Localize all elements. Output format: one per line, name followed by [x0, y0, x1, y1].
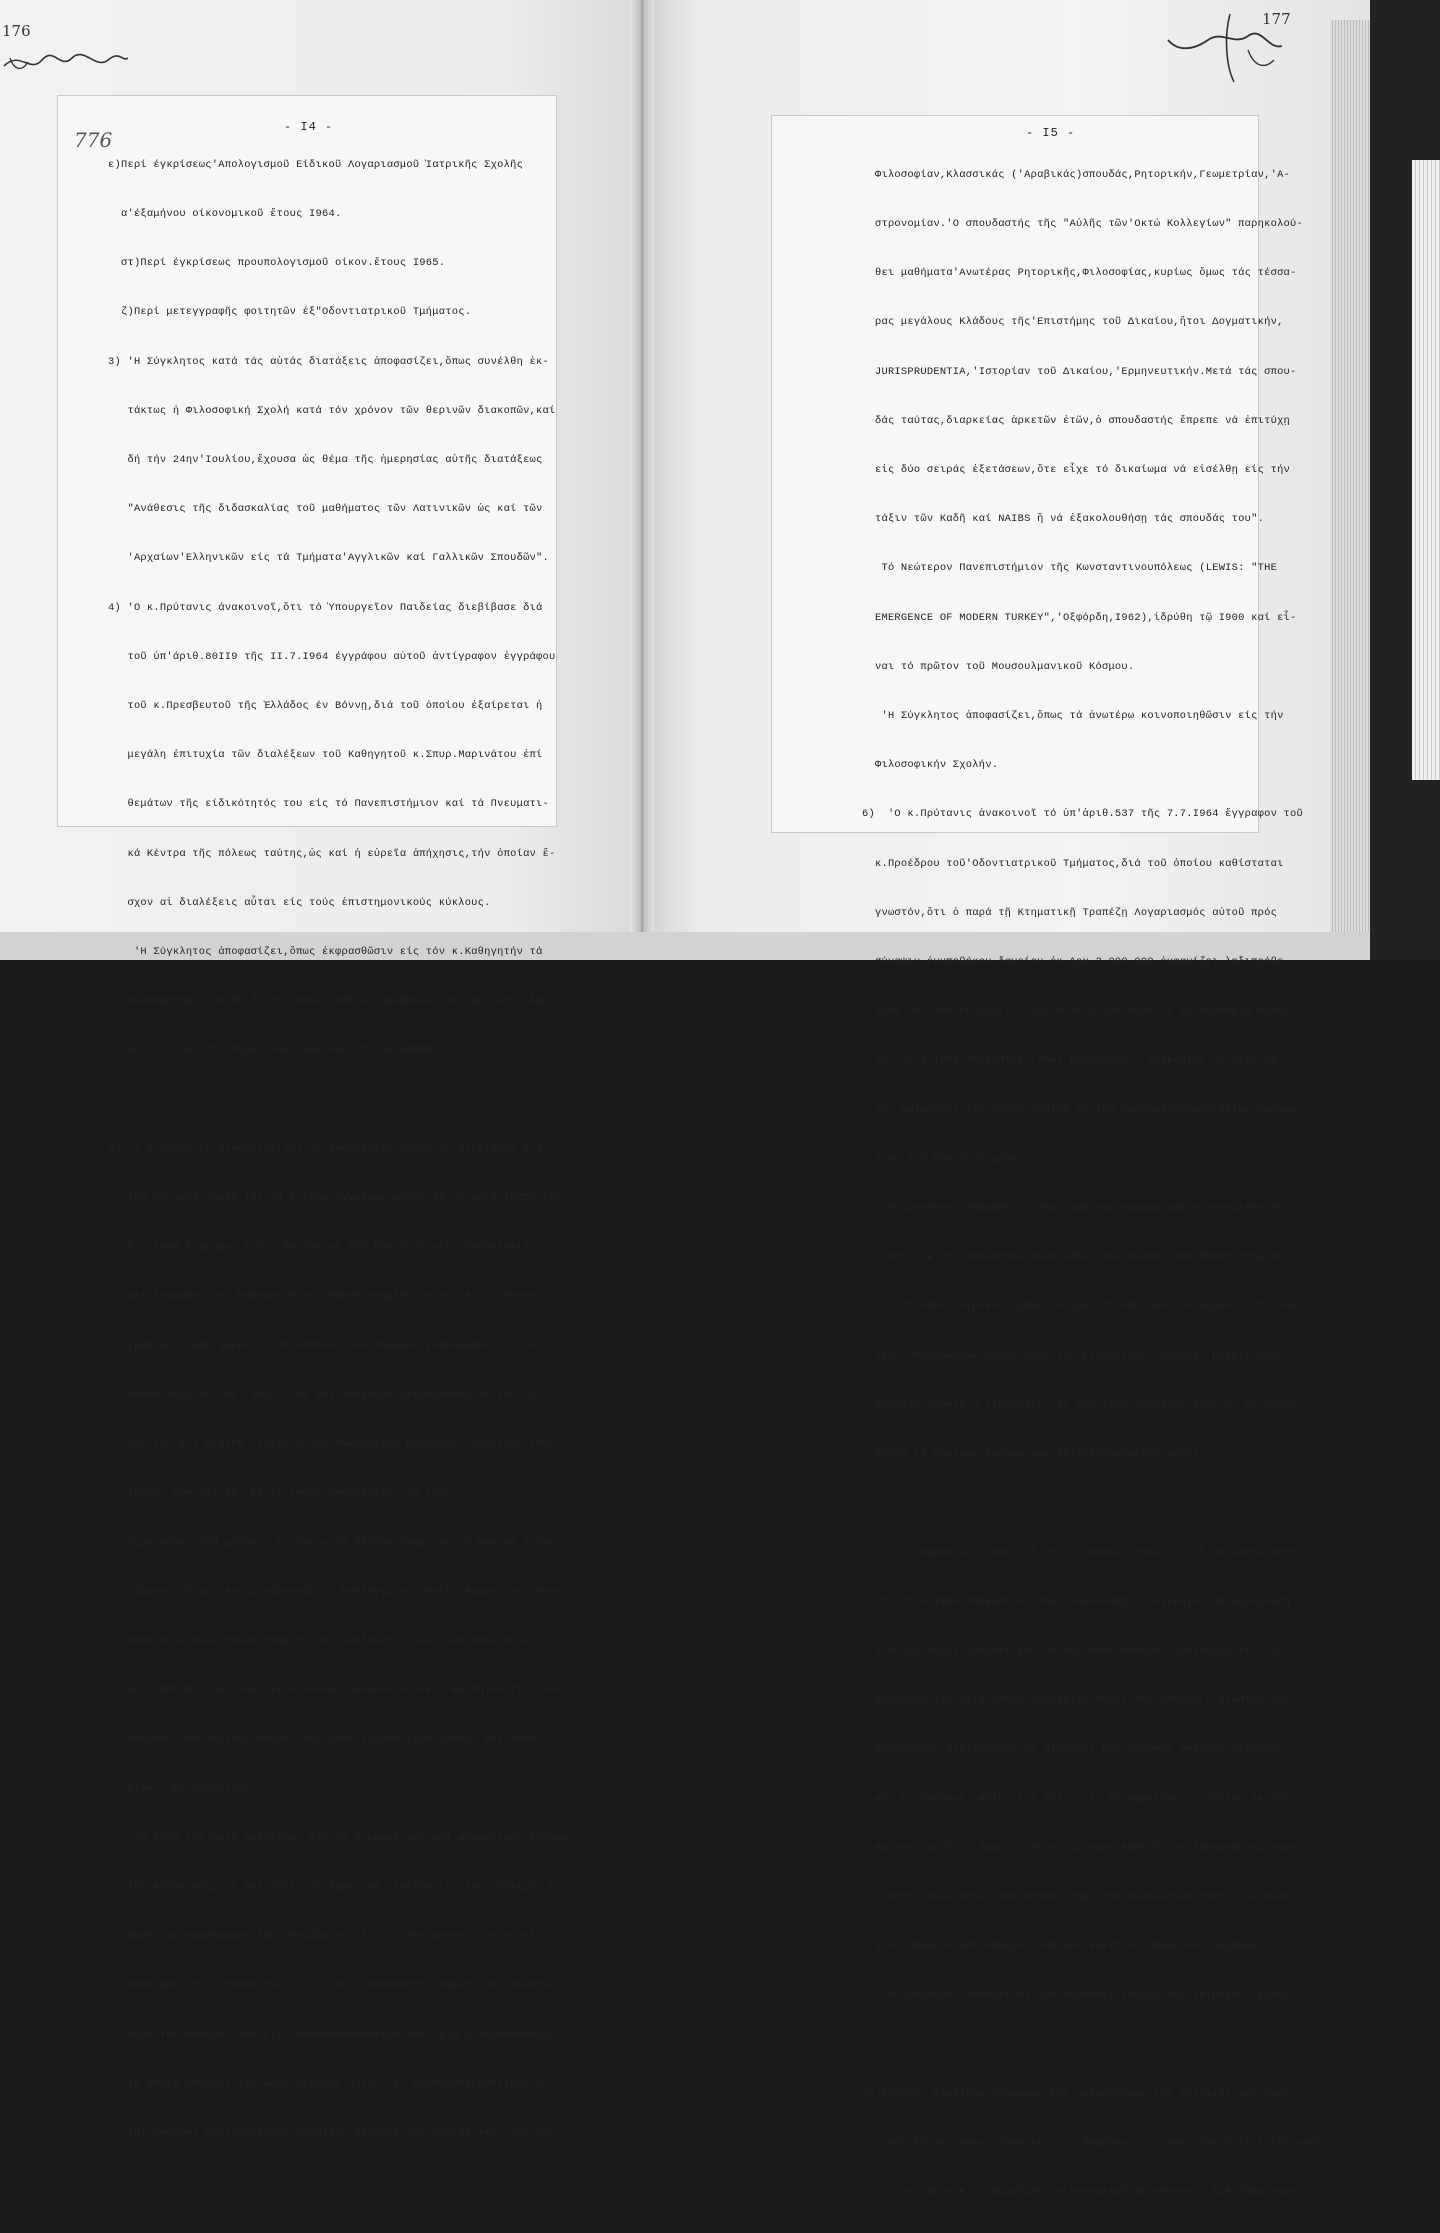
text-line: διά τήν λῆψιν νομοθετικοῦ μέτρου πρός συνομήν συντάξεως είς τήν — [862, 1644, 1284, 1657]
text-line: 'Αρχαίων'Ελληνικῶν είς τά Τμήματα'Αγγλικῶν καί Γαλλικῶν Σπουδῶν". — [108, 552, 550, 565]
text-line: 'Η Σύγκλητος ἀποφασίζει,ὅπως τά ἀνωτέρω κοινοποιηθῶσιν είς τήν — [862, 710, 1284, 723]
text-line: Τό Νεώτερον Πανεπιστήμιον τῆς Κωνσταντινουπόλεως (LEWIS: "THE — [862, 562, 1278, 575]
text-line: σίας τοῦ Πανεπιστημίου. — [862, 1152, 1025, 1165]
text-line: κινητῆς περιουσίας τοῦ πατρός της. Τήν περιουσίαν ταύτην ἐν συνε- — [862, 1890, 1297, 1903]
text-line: Φιλοσοφικήν Σχολήν. — [862, 759, 999, 772]
text-line — [862, 1495, 1270, 1511]
text-line: γου τοῦ E.J.W.GIBB "Ἱστορία τῆς'Οθωμανικῆς Ποιήσεως",Λονδῖνον I902, — [108, 1438, 562, 1451]
text-line: στρονομίαν.'Ο σπουδαστής τῆς "Αὐλῆς τῶν'Οκτώ Κολλεγίων" παρηκολού- — [862, 218, 1304, 231]
text-line: καταστῇ δυνατή ἡ εἴσπραξις τῆς Κρατικῆς χορηγίας,πρός ἥν θά συμψη- — [862, 1398, 1304, 1411]
text-line: 3) 'Η Σύγκλητος κατά τάς αὐτάς διατάξεις ἀποφασίζει,ὅπως συνέλθη ἐκ- — [108, 355, 550, 368]
text-line: 'Η Σύγκλητος ἀποφασίζει,ὅπως παράσχῃ προσωρινῶς οἰκονομικήν ἐνί- — [862, 1202, 1297, 1215]
text-line: 5) 'Ο κ.Πρύτανις ἀνακοινοῖ,ὅτι τό Ὑπουργεῖον Παιδείας διεβίβασε διά — [108, 1142, 543, 1155]
text-line: μεγάλη ἐπιτυχία τῶν διαλέξεων τοῦ Καθηγητοῦ κ.Σπυρ.Μαρινάτου ἐπί — [108, 749, 543, 762]
text-line: τῆς I5.6.I964 ἀπεφάσισεν,ὅπως παρακληθῇ ἡ Σύγκλητος νά ἐγκρίνῃ — [862, 1054, 1278, 1067]
text-line: 'Η Σύγκλητος ἀποδέχεται τήν πρότασιν ταύτην τῆς'Ιατρικῆς Σχολῆς. — [862, 1989, 1297, 2002]
text-line: τῆς I5.6.I964 ἀπεφάσισεν,ὅπως παρακληθῇ ἡ Σύγκλητος νά μεριμνήσῃ — [862, 1595, 1291, 1608]
text-line: 'Η Σύγκλητος ἀποφασίζει,ὅπως ἐκφρασθῶσιν είς τόν κ.Καθηγητήν τά — [108, 946, 543, 959]
text-line: γνωστόν,ὅτι ὁ παρά τῇ Κτηματικῇ Τραπέζῃ Λογαριασμός αὐτοῦ πρός — [862, 906, 1278, 919]
text-line: ταί σπουδαί περιελάμβανον'Αραβικήν γραμματικήν,Συντακτικόν,Λογικήν, — [108, 2126, 562, 2139]
text-line: ἵδρυσεν οὗτος ὀκτώ μενδρεσέδες ἤ Κολλέγια,τά ὁποῖα ἐθεωροῦντο ἀποτε- — [108, 1585, 569, 1598]
text-line: EMERGENCE OF MODERN TURKEY",'Οξφόρδη,I962),ἱδρύθη τῷ I900 καί εἶ- — [862, 611, 1297, 624]
text-line: κῆς ἐνισχύσεως. Αὕτη εἶχε τύχει είς τό παρελθόν συντάξεως ἐκ τοῦ — [862, 1792, 1291, 1805]
text-line: 7) 'Ο κ.Πρύτανις ἀνακοινοῖ,ὅτι ἡ'Ιατρική Σχολή ἐν τῇ συνεδρίᾳ αὐτῆς — [862, 1546, 1304, 1559]
text-line: (μεθ'οὗ ἔλαβε χώραν τό ἐπεισόδιον τοῦ Τούρκου ἐκπροσώπου είς τό — [108, 1339, 537, 1352]
text-line — [108, 1092, 560, 1108]
text-line: JURISPRUDENTIA,'Ιστορίαν τοῦ Δικαίου,'Ερμηνευτικήν.Μετά τάς σπου- — [862, 365, 1297, 378]
text-line: είς τό'Οδοντιατρικόν Τμῆμα ἐκ Δρχ.I75.000,πρός ἐκπλήρωσιν τῆς ἀνω- — [862, 1300, 1304, 1313]
text-line: σχυσιν ἐκ τοῦ Προϋπολογισμοῦ'Ιδίας Περιουσίας τοῦ Πανεπιστημίου — [862, 1251, 1284, 1264]
text-line: ε)Περί έγκρίσεως'Απολογισμοῦ Είδικοῦ Λογαριασμοῦ Ἰατρικῆς Σχολῆς — [108, 158, 524, 171]
signature-left — [0, 40, 130, 80]
text-line: τοῦ ὑπ'άριθ.69439 τῆς 24.6.I964'έγγράφου αὐτοῦ τό ὑπ'ἀριθ.I6259 τῆς — [108, 1192, 562, 1205]
text-line: Φιλοσοφίαν,Κλασσικάς ('Αραβικάς)σπουδάς,Ρητορικήν,Γεωμετρίαν,'Α- — [862, 168, 1291, 181]
text-line: τήν ἐκ τῶν κ.κ.Γ.'Αμυγδάλου,Οἰκονομικοῦ Διευθυντοῦ, Εὐθ.Παπαγιάννη, — [862, 2186, 1310, 2199]
text-line: θεμάτων τῆς είδικότητός του είς τό Πανεπιστήμιον καί τά Πνευματι- — [108, 798, 550, 811]
text-line: 6) 'Ο κ.Πρύτανις ἀνακοινοῖ τό ὑπ'ἀριθ.537 τῆς 7.7.I964 ἔγγραφον τοῦ — [862, 808, 1304, 821]
text-line: τά ὁποῖα ὑπῆρχον είς κάθε μεγάλην πόλιν. Αἱ προπαρασκευαστικαί αὐ- — [108, 2077, 556, 2090]
folio-number-right: 177 — [1262, 10, 1291, 28]
left-page-text — [108, 124, 569, 2174]
text-line: 8) Κατόπιν ἐξωδίκου δηλώσεως καί προσκλήσεως τῆς Τεχνικῆς καί'Εμπο- — [862, 2087, 1297, 2100]
text-line — [862, 2037, 1270, 2053]
text-line: δάς ταύτας,διαρκείας ἀρκετῶν ἐτῶν,ὁ σπουδαστής ἔπρεπε νά ἐπιτύχῃ — [862, 414, 1291, 427]
book-spine — [630, 0, 654, 960]
text-line: κ.Προέδρου τοῦ'Οδοντιατρικοῦ Τμήματος,διά τοῦ ὁποίου καθίσταται — [862, 857, 1284, 870]
folio-number-left: 176 — [2, 22, 31, 40]
text-line: χείᾳ ἀπώλεσε καί σήμερον οὐδένός κέκτηται πόρου συντηρήσεως. — [862, 1940, 1265, 1953]
text-line: σουν τάς σπουδάς των είς Προπαρασκευαστικά Κολλέγια ἤ Μενδρεσέδες, — [108, 2028, 556, 2041]
text-line: Μελισσηνοῦ,διατελοῦσαν ἐν διαφέσει καί ἔχουσαν ἀνάγκην οἰκονομι- — [862, 1743, 1291, 1756]
text-line: τῆς Αὐτοκρατορίας καί ὅστις ἐπεθύμει νά εἰσέλθῃ είς τόν "Οὐλεμά" ἔ- — [108, 1880, 562, 1893]
text-line: λοῦντα ἑνιαῖον Πανεπιστήμιον καί ἐκαλοῦντο "Αὐλή τῶν'Οκτώ Κολλεγί- — [108, 1634, 556, 1647]
page-number-left: - I4 - — [284, 120, 334, 134]
text-line: σχον αἱ διαλέξεις αὗται είς τούς ἐπιστημονικούς κύκλους. — [108, 896, 491, 909]
signature-right — [1164, 6, 1294, 86]
text-line: 4) 'Ο κ.Πρύτανις άνακοινοῖ,ὅτι τό Ὑπουργεῖον Παιδείας διεβίβασε διά — [108, 601, 543, 614]
page-number-right: - I5 - — [1026, 126, 1076, 140]
text-line: μετ'έγγράφου τοῦ Καθηγητοῦ τοῦ Πανεπιστημίου τούτου κ.Γ.Γιαννούλη, — [108, 1290, 556, 1303]
text-line: σμον ὀφειλήν ἐκ Δρχ.I74.522.Οὕτω ὁ Σύλλογος ἐν τῇ συνεδρίᾳ αὐτοῦ — [862, 1005, 1291, 1018]
text-line: τήν καταβολήν τοῦ ποσοῦ τούτου ἐκ τοῦ Προϋπολογισμοῦ'Ιδίας περιου- — [862, 1103, 1304, 1116]
text-line: τάκτως ἡ Φιλοσοφική Σχολή κατά τόν χρόνον τῶν θερινῶν διακοπῶν,καί — [108, 404, 556, 417]
text-line: θει μαθήματα'Ανωτέρας Ρητορικῆς,Φιλοσοφίας,κυρίως ὅμως τάς τέσσα- — [862, 267, 1297, 280]
text-line: "Ανάθεσις τῆς διδασκαλίας τοῦ μαθήματος τῶν Λατινικῶν ὡς καί τῶν — [108, 503, 543, 516]
text-line: τέρω ὑποχρεώσεως αὐτοῦ πρός τήν Κτηματικήν Τράπεζαν μέχρις ὅτου — [862, 1349, 1284, 1362]
text-line: ναι τό πρῶτον τοῦ Μουσουλμανικοῦ Κόσμου. — [862, 660, 1135, 673]
pencil-mark: 776 — [74, 128, 113, 152]
text-line: κά Κέντρα τῆς πόλεως ταύτης,ὡς καί ἡ εὐρεῖα ἀπήχησις,τήν ὁποίαν ἔ- — [108, 847, 556, 860]
text-line: σύναψιν ἐνυποθήκου δανείου ἐκ Δρχ.2.000.000 ἐμφανίζει ληξιπρόθε- — [862, 956, 1291, 969]
text-line: τάξιν τῶν Καδῆ καί NAIBS ἤ νά ἐξακολουθήσῃ τάς σπουδάς του". — [862, 513, 1265, 526]
right-page-text — [862, 134, 1323, 2233]
text-line: θυγατέρα τοῦ ἀειμνήστου Καθηγητοῦ Κωνστ.Μελισσηνοῦ,κ.Αἰκατερίνην — [862, 1694, 1291, 1707]
text-line: μα είς τούς ἐπιστημονικούς κύκλους τῆς ἀλλοδαπῆς. — [108, 1044, 446, 1057]
text-line: τεῦχος 2ον,σελ.23. Ἐπ'ἰς τοῦτο ἀναφέρονται τά ἑξῆς: — [108, 1487, 459, 1500]
text-line: "Ἔμπροσθεν τοῦ μεγάλου τεμένους,τό ὁποῖον ἀνήγειρεν ὁ Μωάμεθ ὁ 2ος, — [108, 1536, 562, 1549]
text-line: ρας μεγάλους Κλάδους τῆς'Επιστήμης τοῦ Δικαίου,ἤτοι Δογματικήν, — [862, 316, 1284, 329]
text-line: 6.6.I964 ἔγγραφον τοῦ κ.Πρυτάνεως τοῦ Πανεπιστημίου Θεσσαλονίκης — [108, 1241, 543, 1254]
text-line: φισθῇ τό ἀνωτέρω προσωρινῶς καταβληθησόμενον ποσόν. — [862, 1448, 1206, 1461]
text-line: πατρός της,ἥτις ὅμως ἐν συνεχείᾳ περιεκόπη,διότι ἐθεωρήθη κάτοχος — [862, 1841, 1297, 1854]
text-line: κίαν". Ἐν συνεχείᾳ: — [108, 1782, 251, 1795]
text-line: τοῦ ὑπ'άριθ.80II9 τῆς II.7.I964 έγγράφου αὐτοῦ ἀντίγραφον ἐγγράφου — [108, 650, 556, 663]
loose-sheets — [1412, 160, 1440, 780]
text-line: "'Η Αὐλή τῶν'Οκτώ Κολλεγίων ἦτο τό πνευματικόν καί μορφωτικόν κέντρο — [108, 1831, 569, 1844]
text-line: α'έξαμήνου οίκονομικοῦ ἔτους I964. — [108, 208, 342, 221]
text-line: ζ)Περί μετεγγραφῆς φοιτητῶν έξ"Οδοντιατρικοῦ Τμήματος. — [108, 306, 472, 319]
text-line: Πανεπιστήμιον τοῦ Γκαζῆ), ὡς καί ἀπόκομμα χειρογράφου ἐκ τοῦ ἔρ- — [108, 1388, 543, 1401]
text-line: δή τήν 24ην'Ιουλίου,ἔχουσα ὡς θέμα τῆς ἡμερησίας αὐτῆς διατάξεως — [108, 454, 543, 467]
text-line: ὁποίους 200 περίπου ἄποροι φοιτηταί ἐξησφάλιζον τροφήν καί κατοι- — [108, 1733, 550, 1746]
text-line: συγχαρητήρια αὐτῆς,διότι τόσον ἐπαξίως προβάλλει τό ἡμέτερον'Ιδρυ- — [108, 995, 556, 1008]
text-line: τοῦ κ.Πρεσβευτοῦ τῆς Ἑλλάδος έν Βόννῃ,διά τοῦ ὁποίου ἐξαίρεται ἡ — [108, 700, 543, 713]
text-line: ρικῆς'Επιχειρήσεως "Βασίλειος Δ.Μαρκάκης",ἡ Σύγκλητος ὁρίζει ἐπιτροπή — [862, 2136, 1323, 2149]
text-line: στ)Περί έγκρίσεως προυπολογισμοῦ οίκον.ἔτους I965. — [108, 257, 446, 270]
text-line: τρον.Πρό τῆς εἰσόδου του είς τοῦτο,ὁ σπουδαστής ἔπρεπε νά περατώ- — [108, 1979, 556, 1992]
text-line: πρεπε νά συμπληρώσῃ τάς σπουδάς του είς τό πνευματικόν τοῦτο κέν- — [108, 1930, 550, 1943]
text-line: εἰς δύο σειράς ἐξετάσεων,ὅτε εἶχε τό δικαίωμα νά εἰσέλθῃ είς τήν — [862, 464, 1291, 477]
text-line: ων"."Οπισθεν τῶν Κολλεγίων τούτων ἀνυψοῦντο Οἶκοι Φοιτητῶν,είς τούς — [108, 1684, 562, 1697]
